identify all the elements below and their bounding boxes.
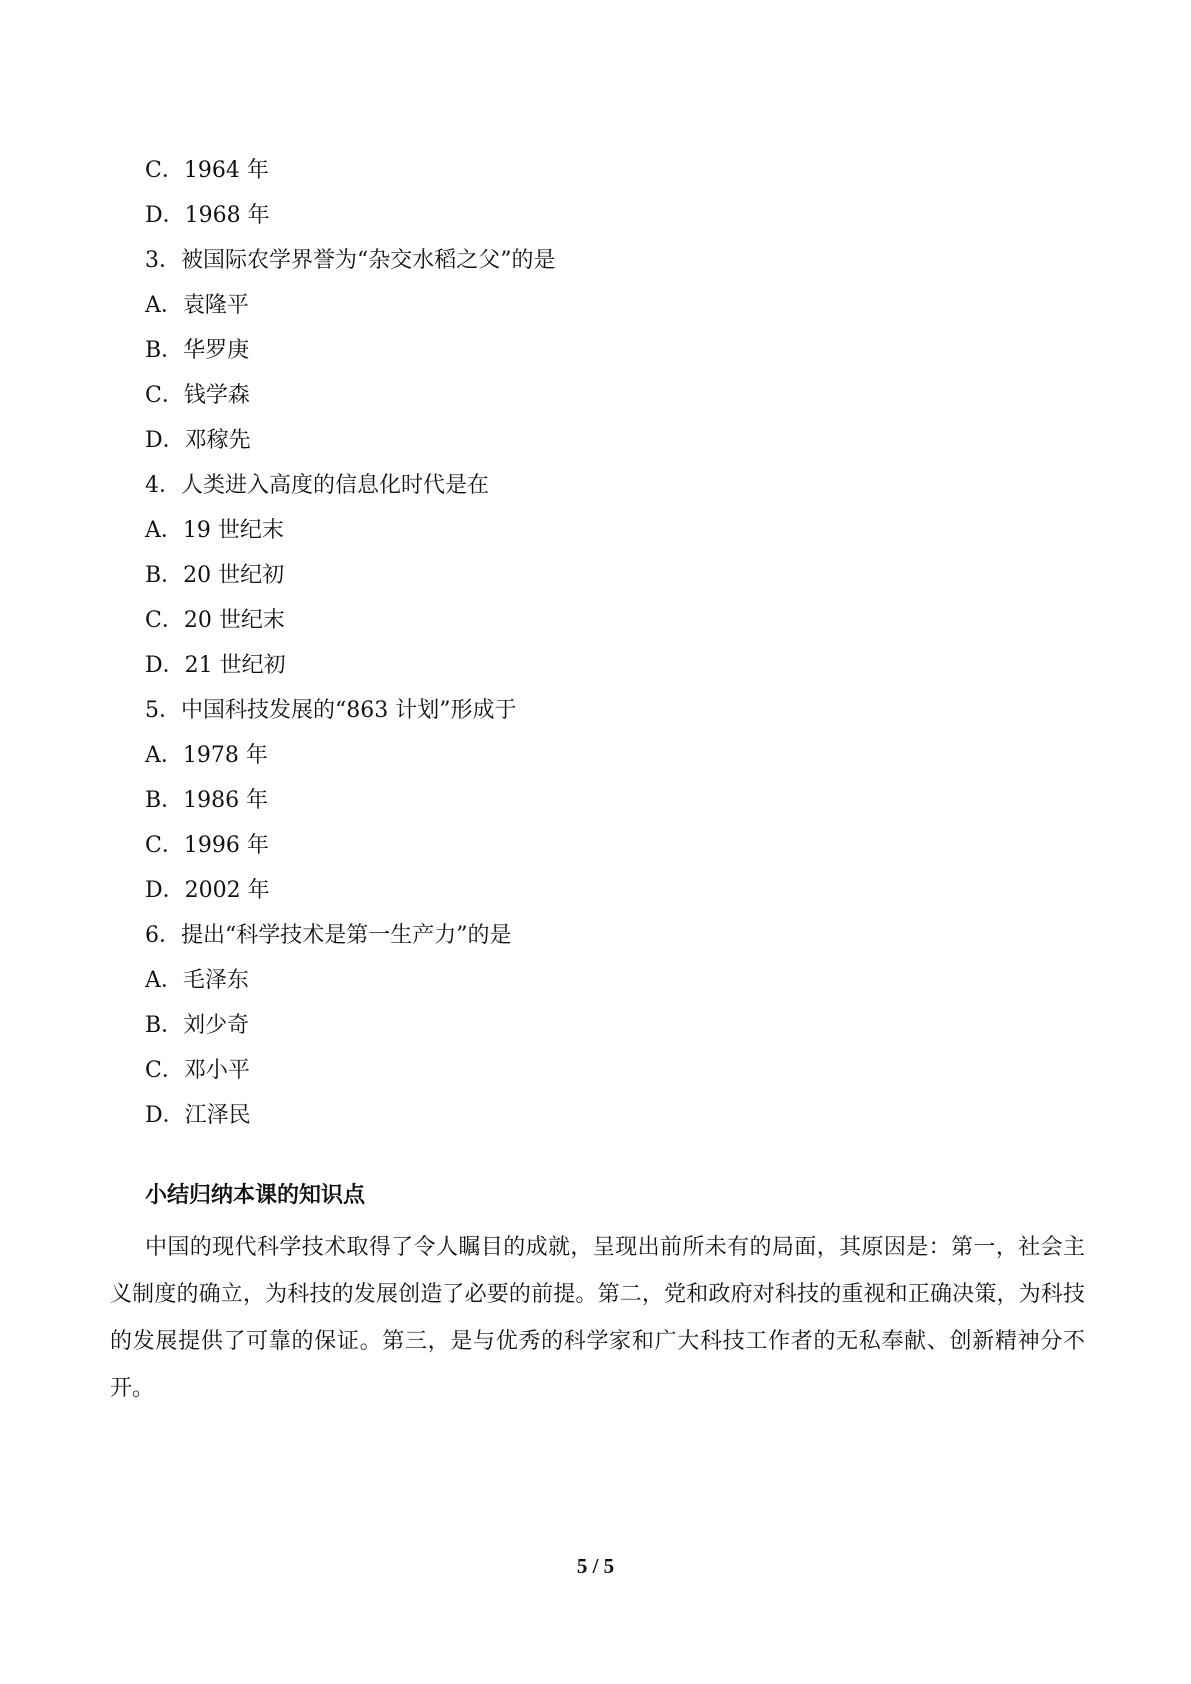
page-number: 5 / 5 <box>576 1554 615 1578</box>
option-d-q5: D．2002 年 <box>145 878 270 903</box>
option-c-q3: C．钱学森 <box>145 383 250 408</box>
option-d-q2: D．1968 年 <box>145 203 270 228</box>
option-d-q3: D．邓稼先 <box>145 428 251 453</box>
question-5: 5．中国科技发展的“863 计划”形成于 <box>145 698 517 723</box>
question-3: 3．被国际农学界誉为“杂交水稻之父”的是 <box>145 248 556 273</box>
question-4: 4．人类进入高度的信息化时代是在 <box>145 473 489 498</box>
option-b-q5: B．1986 年 <box>145 788 269 813</box>
option-a-q5: A．1978 年 <box>145 743 268 768</box>
option-a-q6: A．毛泽东 <box>145 968 249 993</box>
option-a-q4: A．19 世纪末 <box>145 518 284 543</box>
option-c-q4: C．20 世纪末 <box>145 608 285 633</box>
option-d-q6: D．江泽民 <box>145 1103 251 1128</box>
option-d-q4: D．21 世纪初 <box>145 653 286 678</box>
summary-title: 小结归纳本课的知识点 <box>145 1182 366 1208</box>
summary-paragraph: 中国的现代科学技术取得了令人瞩目的成就，呈现出前所未有的局面，其原因是：第一，社会主义制度的确立，为科技的发展创造了必要的前提。第二，党和政府对科技的重视和正确决策，为科技的发展提供了可靠的保证。第三，是与优秀的科学家和广大科技工作者的无私奉献、创新精神分不开。 <box>110 1235 1085 1401</box>
option-c-q2: C．1964 年 <box>145 158 269 183</box>
question-6: 6．提出“科学技术是第一生产力”的是 <box>145 923 512 948</box>
option-c-q6: C．邓小平 <box>145 1058 250 1083</box>
option-b-q4: B．20 世纪初 <box>145 563 285 588</box>
option-a-q3: A．袁隆平 <box>145 293 249 318</box>
option-b-q6: B．刘少奇 <box>145 1013 250 1038</box>
option-c-q5: C．1996 年 <box>145 833 269 858</box>
option-b-q3: B．华罗庚 <box>145 338 250 363</box>
